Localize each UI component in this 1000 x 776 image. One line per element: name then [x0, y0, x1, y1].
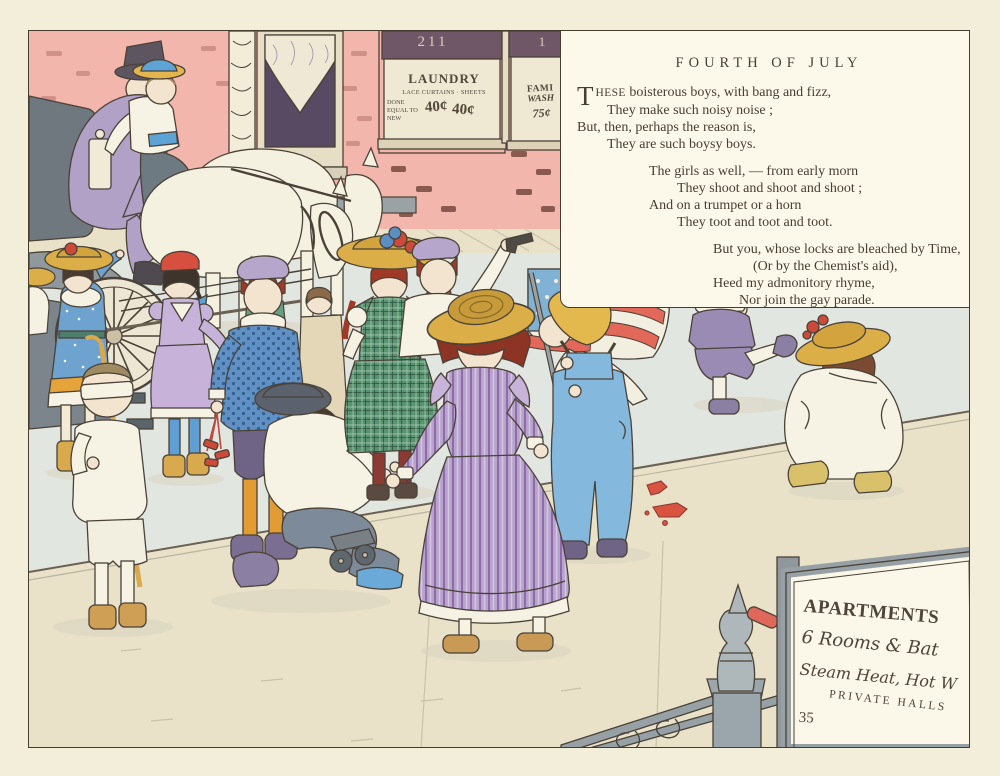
- poem-title: FOURTH OF JULY: [675, 55, 863, 71]
- poem-line: They are such boysy boys.: [607, 137, 756, 152]
- apartment-sign-line2: 6 Rooms & Bat: [800, 626, 940, 661]
- family-wash-price: 75¢: [532, 105, 551, 121]
- poem-line: Heed my admonitory rhyme,: [713, 276, 875, 291]
- poem-line: HESE: [595, 87, 626, 99]
- poem-line: And on a trumpet or a horn: [649, 198, 802, 213]
- poem-stanza-3: [577, 241, 961, 309]
- laundry-price-1: 40¢: [424, 98, 448, 116]
- family-wash-line1: FAMI: [526, 83, 554, 95]
- laundry-sign-title: LAUNDRY: [408, 71, 480, 86]
- apartment-sign-line5: 35: [798, 709, 815, 727]
- poem-line: Nor join the gay parade.: [739, 293, 875, 308]
- laundry-window-sign: [385, 71, 503, 124]
- laundry-sign-subtitle: LACE CURTAINS · SHEETS: [402, 89, 486, 96]
- laundry-price-2: 40¢: [450, 101, 475, 119]
- family-wash-line2: WASH: [527, 93, 555, 105]
- poem-stanza-2: [577, 163, 961, 231]
- apartment-sign-line3: Steam Heat, Hot W: [798, 659, 958, 694]
- poem-panel: [560, 30, 970, 308]
- poem-line: They toot and toot and toot.: [677, 215, 833, 230]
- poem-line: boisterous boys, with bang and fizz,: [625, 85, 832, 100]
- poem-line: They make such noisy noise ;: [607, 103, 774, 118]
- poem-line: The girls as well, — from early morn: [649, 164, 859, 179]
- laundry-sign-note: DONE EQUAL TO NEW: [387, 99, 418, 123]
- poem-line: But, then, perhaps the reason is,: [577, 120, 756, 135]
- apartment-sign-line1: APARTMENTS: [802, 595, 941, 629]
- poem-dropcap: T: [577, 81, 594, 111]
- street-number-sign: 211: [417, 34, 449, 50]
- poem-line: (Or by the Chemist's aid),: [753, 259, 898, 274]
- street-number-sign-2: 1: [538, 34, 546, 49]
- illustration-frame: [28, 30, 970, 748]
- apartment-sign-line4: PRIVATE HALLS: [828, 688, 948, 714]
- apartment-sign-text: [779, 583, 970, 748]
- poem-line: But you, whose locks are bleached by Time,: [713, 242, 961, 257]
- poem-stanza-1: [577, 81, 961, 153]
- poem-line: They shoot and shoot and shoot ;: [677, 181, 863, 196]
